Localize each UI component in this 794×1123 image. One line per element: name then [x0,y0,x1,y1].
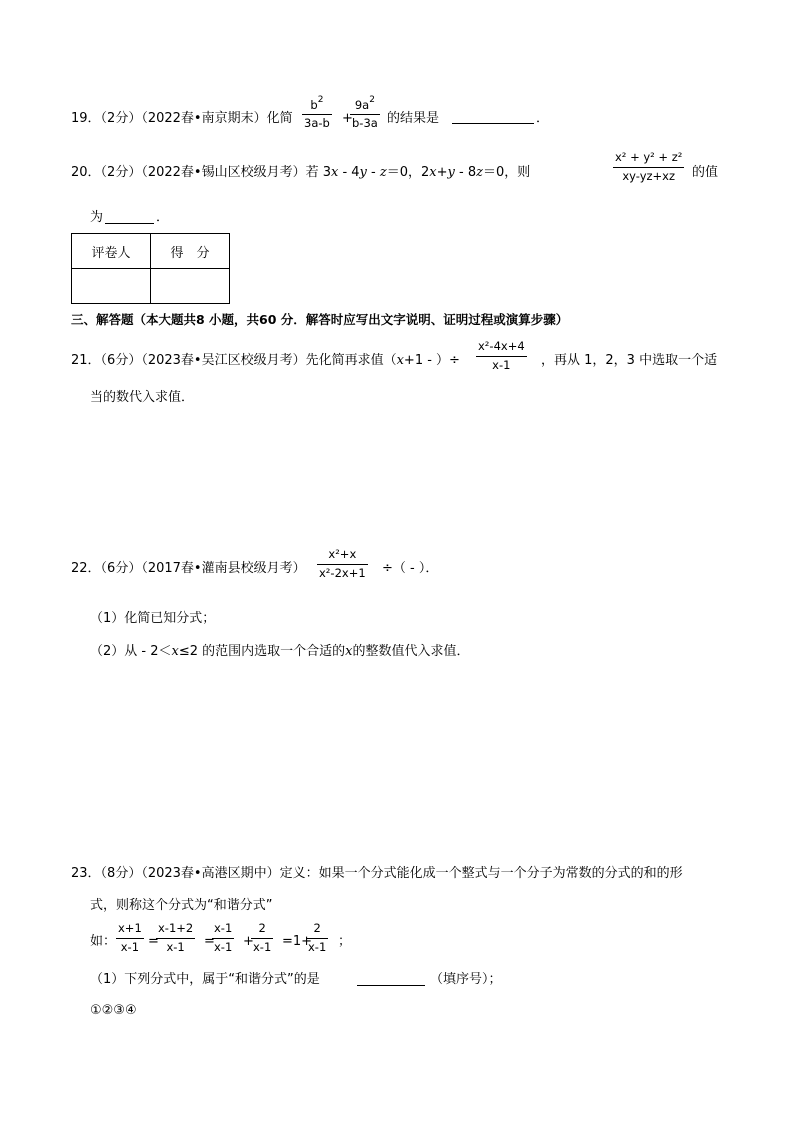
q21-fraction: x²-4x+4 x-1 [478,339,525,372]
q20-end: ． [156,210,170,225]
q20-fraction: x² + y² + z² xy-yz+xz [615,150,683,183]
q23-eq-2: = [204,934,215,949]
q23-part1-tail: （填序号）； [430,972,502,987]
q23-one-plus: =1+ [282,934,313,949]
q23-example-fraction-3: x-1 x-1 [214,921,233,954]
score-table [71,233,230,304]
q19-fraction-2: $9a^2$ b-3a [352,95,378,131]
q23-example-fraction-5: 2 x-1 [308,921,327,954]
q21-line2: 当的数代入求值． [90,390,195,405]
q23-options: ①②③④ [90,1003,137,1018]
q19-fraction-1: $b^2$ 3a-b [304,95,330,131]
q23-plus: + [243,934,254,949]
q20-tail: 的值 [692,165,719,180]
q23-eq-1: = [148,934,159,949]
q19-tail: 的结果是 [387,111,440,126]
q19-answer-blank[interactable] [452,113,534,124]
score-table-header-grader: 评卷人 [72,234,151,269]
q22-tail: ÷（ - ）． [382,561,439,576]
score-table-cell-score[interactable] [151,269,230,304]
q19-end: ． [536,111,550,126]
q23-answer-blank[interactable] [357,975,425,986]
q20-answer-blank[interactable] [105,213,154,224]
section-3-heading: 三、解答题（本大题共8 小题，共60 分．解答时应写出文字说明、证明过程或演算步骤） [71,312,569,327]
q23-example-lead: 如： [90,934,117,949]
q21-text: 21．（6分）（2023春•吴江区校级月考）先化简再求值（x+1 - ）÷ [71,353,460,368]
q23-semicolon: ； [338,934,352,949]
score-table-cell-grader[interactable] [72,269,151,304]
q22-part1: （1）化简已知分式； [90,611,216,626]
q23-part1-lead: （1）下列分式中，属于“和谐分式”的是 [90,972,320,987]
q19-lead: 19．（2分）（2022春•南京期末）化简 [71,111,293,126]
q19-plus: + [342,111,353,126]
q20-line2: 为 [90,210,104,225]
q20-text: 20．（2分）（2022春•锡山区校级月考）若 3x - 4y - z＝0，2x+y - 8z＝0，则 [71,165,531,180]
q23-line2: 式，则称这个分式为“和谐分式” [90,898,273,913]
q23-example-fraction-4: 2 x-1 [253,921,272,954]
q22-lead: 22．（6分）（2017春•灌南县校级月考） [71,561,306,576]
q22-fraction: x²+x x²-2x+1 [319,547,366,580]
q21-tail: ，再从 1，2，3 中选取一个适 [541,353,718,368]
q23-line1: 23．（8分）（2023春•高港区期中）定义：如果一个分式能化成一个整式与一个分子为常数的分式的和的形 [71,866,683,881]
q23-example-fraction-2: x-1+2 x-1 [158,921,194,954]
q22-part2: （2）从 - 2＜x≤2 的范围内选取一个合适的x的整数值代入求值． [90,644,470,659]
score-table-header-score: 得 分 [151,234,230,269]
q23-example-fraction-1: x+1 x-1 [118,921,142,954]
